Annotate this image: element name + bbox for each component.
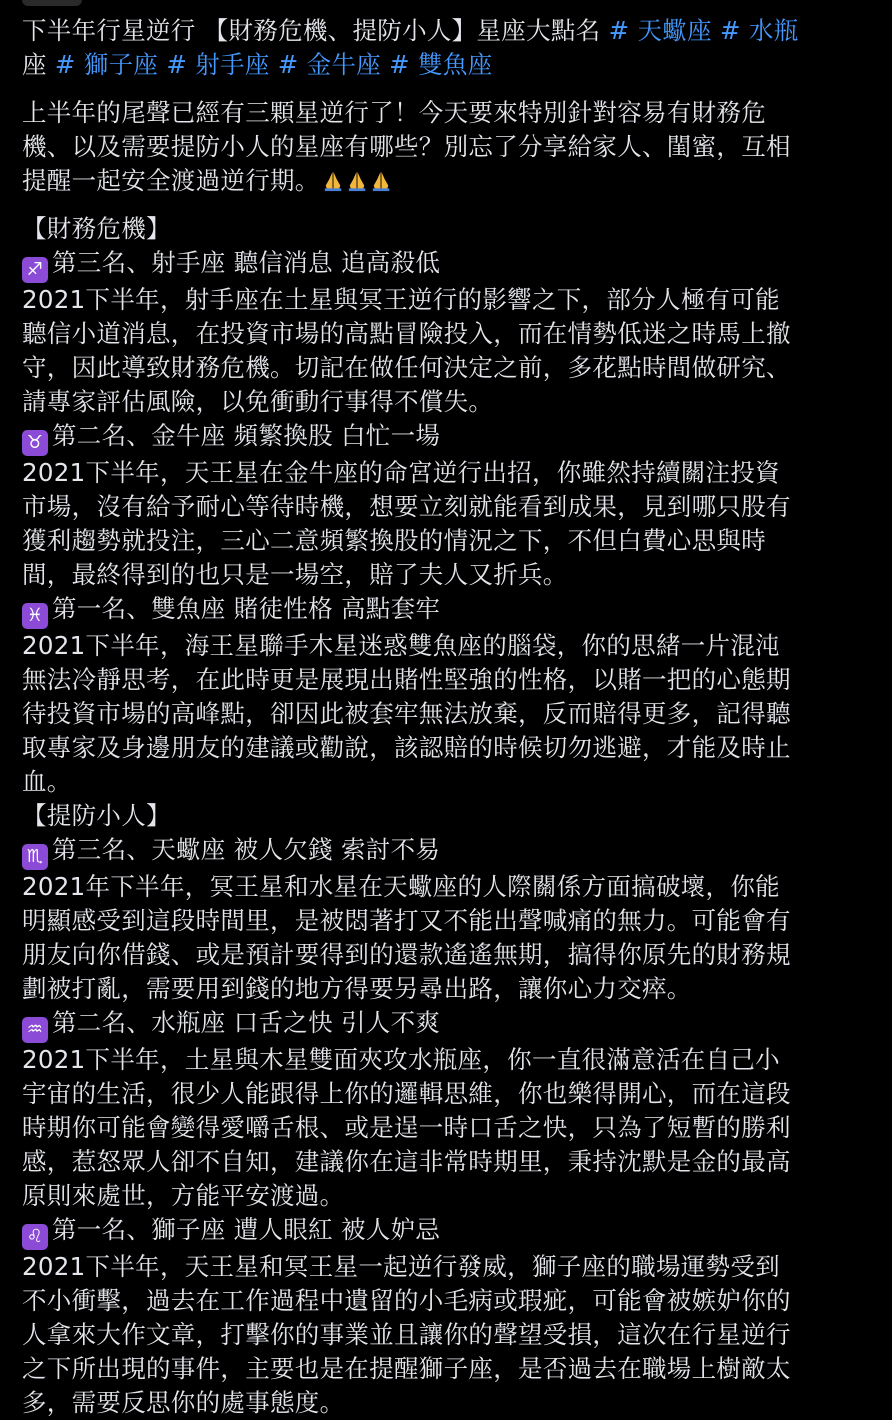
- entry-body-text: 請專家評估風險，以免衝動行事得不償失。: [22, 387, 494, 416]
- entry-body-line: [22, 731, 872, 765]
- leo-icon: ♌: [22, 1224, 48, 1250]
- intro-line: [22, 130, 872, 164]
- entry-body-text: 血。: [22, 767, 72, 796]
- entry-title-text: 第一名、雙魚座 賭徒性格 高點套牢: [52, 594, 441, 623]
- entry-body-line: [22, 1179, 872, 1213]
- entry-body-line: [22, 1284, 872, 1318]
- entry-body-text: 朋友向你借錢、或是預計要得到的還款遙遙無期，搞得你原先的財務規: [22, 940, 791, 969]
- post-title-line: [22, 14, 872, 48]
- entry-body-line: [22, 1318, 872, 1352]
- entry-body-line: [22, 351, 872, 385]
- title-text: [47, 50, 55, 79]
- intro-text: 提醒一起安全渡過逆行期。: [22, 166, 320, 195]
- paragraph-gap: [22, 82, 872, 96]
- entry-body-line: [22, 1111, 872, 1145]
- entry-body-line: [22, 1077, 872, 1111]
- cropped-header-fragment: [22, 0, 82, 6]
- entry-title-text: 第三名、射手座 聽信消息 追高殺低: [52, 248, 441, 277]
- entry-body-text: 時期你可能會變得愛嚼舌根、或是逞一時口舌之快，只為了短暫的勝利: [22, 1113, 791, 1142]
- entry-title: [22, 1006, 872, 1043]
- entry-body-line: [22, 1250, 872, 1284]
- section-heading-text: 【財務危機】: [22, 214, 171, 243]
- entry-title-text: 第三名、天蠍座 被人欠錢 索討不易: [52, 835, 441, 864]
- title-text: 座: [22, 50, 47, 79]
- section-heading: [22, 212, 872, 246]
- entry-body-text: 無法冷靜思考，在此時更是展現出賭性堅強的性格，以賭一把的心態期: [22, 665, 791, 694]
- entry-body-line: [22, 524, 872, 558]
- entry-body-line: [22, 765, 872, 799]
- entry-body-line: [22, 490, 872, 524]
- intro-line: [22, 96, 872, 130]
- hashtag-link[interactable]: # 獅子座: [54, 50, 159, 79]
- entry-title: [22, 833, 872, 870]
- aquarius-icon: ♒: [22, 1017, 48, 1043]
- entry-body-text: 待投資市場的高峰點，卻因此被套牢無法放棄，反而賠得更多，記得聽: [22, 699, 791, 728]
- hashtag-link[interactable]: # 天蠍座: [608, 16, 712, 45]
- entry-body-line: [22, 456, 872, 490]
- intro-line: [22, 164, 872, 198]
- entry-body-line: [22, 385, 872, 419]
- entry-body-text: 宇宙的生活，很少人能跟得上你的邏輯思維，你也樂得開心，而在這段: [22, 1079, 791, 1108]
- hashtag-link[interactable]: # 射手座: [166, 50, 270, 79]
- entry-body-text: 人拿來大作文章，打擊你的事業並且讓你的聲望受損，這次在行星逆行: [22, 1320, 791, 1349]
- entry-body-line: [22, 663, 872, 697]
- entry-body-text: 2021下半年，天王星和冥王星一起逆行發威，獅子座的職場運勢受到: [22, 1252, 780, 1281]
- taurus-icon: ♉: [22, 430, 48, 456]
- post-title-line: [22, 48, 872, 82]
- entry-body-line: [22, 870, 872, 904]
- title-text: [381, 50, 389, 79]
- entry-body-text: 間，最終得到的也只是一場空，賠了夫人又折兵。: [22, 560, 568, 589]
- entry-body-text: 感，惹怒眾人卻不自知，建議你在這非常時期里，秉持沈默是金的最高: [22, 1147, 791, 1176]
- entry-body-text: 取專家及身邊朋友的建議或勸說，該認賠的時候切勿逃避，才能及時止: [22, 733, 791, 762]
- entry-body-text: 2021下半年，土星與木星雙面夾攻水瓶座，你一直很滿意活在自己小: [22, 1045, 780, 1074]
- entry-body-text: 原則來處世，方能平安渡過。: [22, 1181, 345, 1210]
- title-text: [712, 16, 720, 45]
- entry-body-text: 聽信小道消息，在投資市場的高點冒險投入，而在情勢低迷之時馬上撤: [22, 319, 791, 348]
- intro-text: 上半年的尾聲已經有三顆星逆行了！今天要來特別針對容易有財務危: [22, 98, 766, 127]
- entry-body-text: 獲利趨勢就投注，三心二意頻繁換股的情況之下，不但白費心思與時: [22, 526, 766, 555]
- paragraph-gap: [22, 198, 872, 212]
- entry-body-line: [22, 1043, 872, 1077]
- hashtag-link[interactable]: # 水瓶: [720, 16, 799, 45]
- post-body: [22, 14, 872, 1420]
- entry-body-text: 不小衝擊，過去在工作過程中遺留的小毛病或瑕疵，可能會被嫉妒你的: [22, 1286, 791, 1315]
- folded-hands-icon: [346, 170, 368, 192]
- folded-hands-icon: [322, 170, 344, 192]
- entry-title: [22, 246, 872, 283]
- entry-body-text: 明顯感受到這段時間里，是被悶著打又不能出聲喊痛的無力。可能會有: [22, 906, 791, 935]
- entry-body-text: 之下所出現的事件，主要也是在提醒獅子座，是否過去在職場上樹敵太: [22, 1354, 791, 1383]
- entry-body-text: 守，因此導致財務危機。切記在做任何決定之前，多花點時間做研究、: [22, 353, 791, 382]
- entry-title-text: 第二名、金牛座 頻繁換股 白忙一場: [52, 421, 441, 450]
- section-heading-text: 【提防小人】: [22, 801, 171, 830]
- entry-body-line: [22, 558, 872, 592]
- entry-title: [22, 419, 872, 456]
- entry-title-text: 第二名、水瓶座 口舌之快 引人不爽: [52, 1008, 441, 1037]
- entry-body-line: [22, 697, 872, 731]
- entry-body-text: 2021下半年，天王星在金牛座的命宮逆行出招，你雖然持續關注投資: [22, 458, 780, 487]
- pisces-icon: ♓: [22, 603, 48, 629]
- entry-body-text: 多，需要反思你的處事態度。: [22, 1388, 345, 1417]
- entry-body-text: 2021下半年，海王星聯手木星迷惑雙魚座的腦袋，你的思緒一片混沌: [22, 631, 780, 660]
- title-text: 下半年行星逆行 【財務危機、提防小人】星座大點名: [22, 16, 609, 45]
- entry-title: [22, 1213, 872, 1250]
- entry-body-line: [22, 904, 872, 938]
- entry-body-line: [22, 972, 872, 1006]
- intro-text: 機、以及需要提防小人的星座有哪些？別忘了分享給家人、閨蜜，互相: [22, 132, 791, 161]
- entry-body-line: [22, 629, 872, 663]
- entry-body-line: [22, 938, 872, 972]
- sagittarius-icon: ♐: [22, 257, 48, 283]
- entry-body-line: [22, 1386, 872, 1420]
- entry-body-line: [22, 317, 872, 351]
- entry-body-text: 2021年下半年，冥王星和水星在天蠍座的人際關係方面搞破壞，你能: [22, 872, 780, 901]
- hashtag-link[interactable]: # 雙魚座: [389, 50, 493, 79]
- entry-body-line: [22, 283, 872, 317]
- section-heading: [22, 799, 872, 833]
- title-text: [270, 50, 278, 79]
- entry-title-text: 第一名、獅子座 遭人眼紅 被人妒忌: [52, 1215, 441, 1244]
- entry-body-text: 劃被打亂，需要用到錢的地方得要另尋出路，讓你心力交瘁。: [22, 974, 692, 1003]
- entry-body-line: [22, 1352, 872, 1386]
- entry-title: [22, 592, 872, 629]
- folded-hands-icon: [370, 170, 392, 192]
- hashtag-link[interactable]: # 金牛座: [277, 50, 382, 79]
- entry-body-text: 2021下半年，射手座在土星與冥王逆行的影響之下，部分人極有可能: [22, 285, 780, 314]
- entry-body-text: 市場，沒有給予耐心等待時機，想要立刻就能看到成果，見到哪只股有: [22, 492, 791, 521]
- entry-body-line: [22, 1145, 872, 1179]
- scorpio-icon: ♏: [22, 844, 48, 870]
- emoji-group: [322, 164, 394, 198]
